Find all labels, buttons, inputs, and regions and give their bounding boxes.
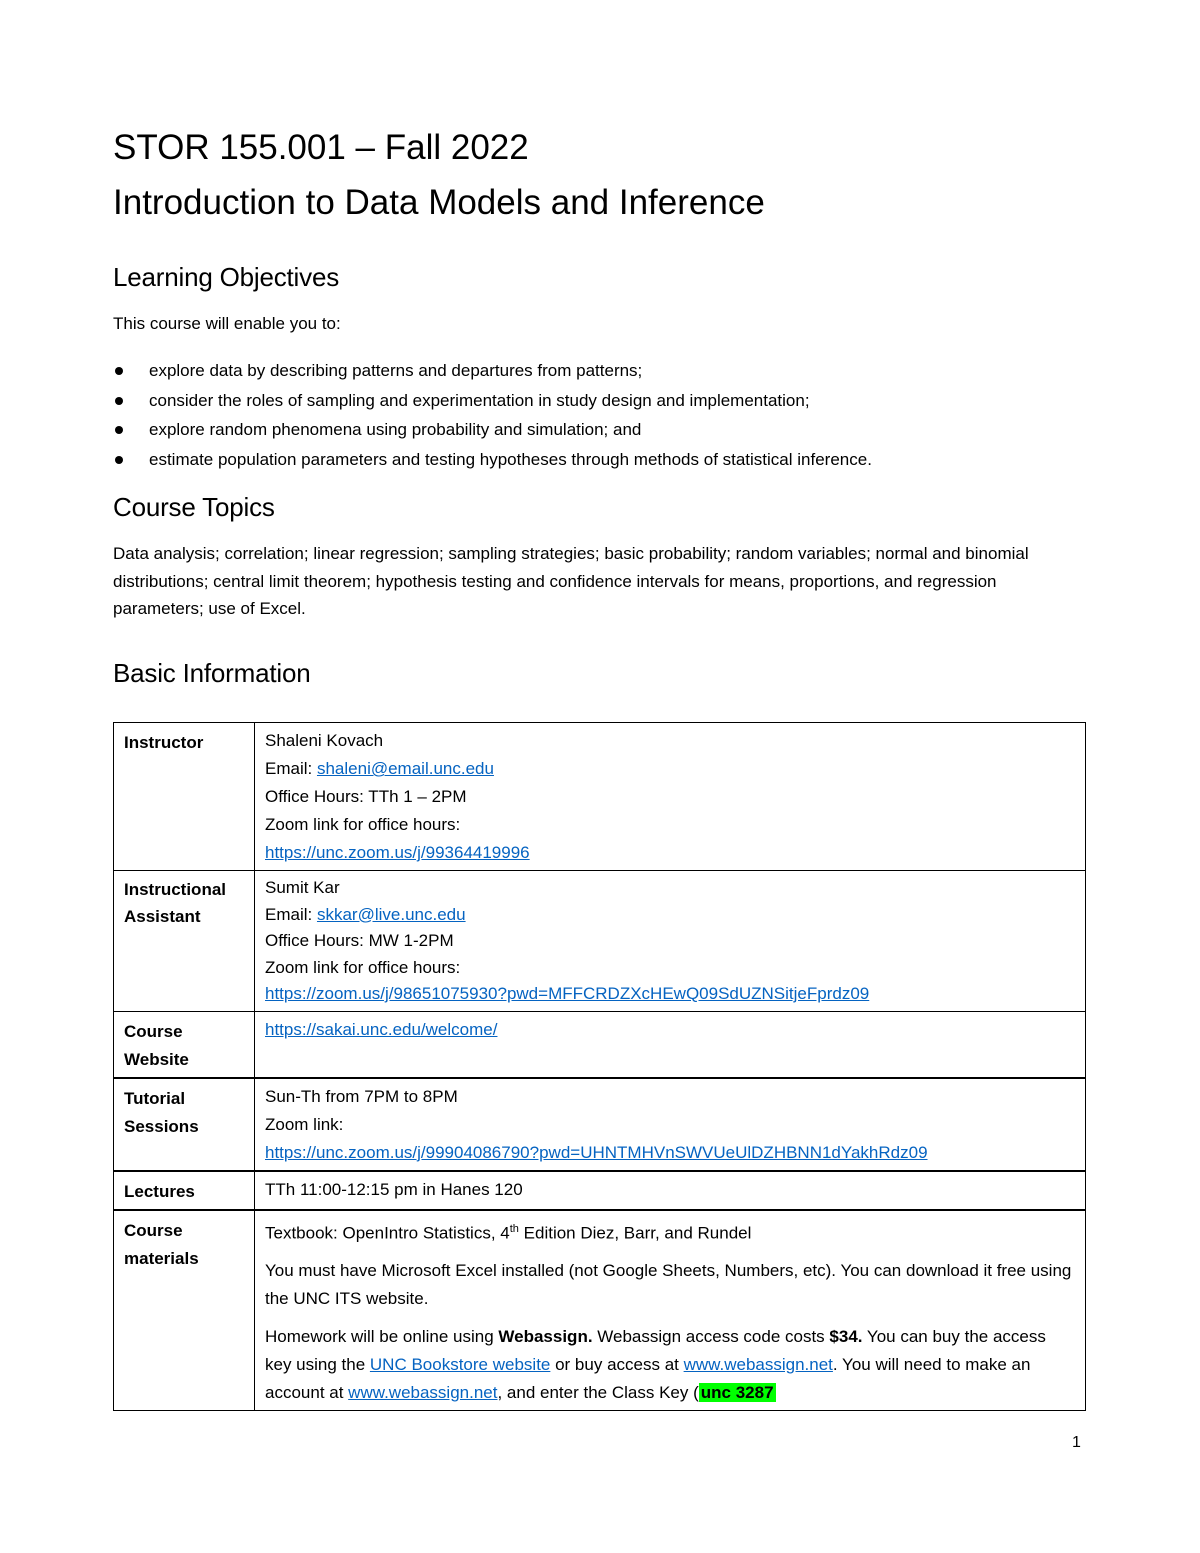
instructor-zoom-link[interactable]: https://unc.zoom.us/j/99364419996 xyxy=(265,843,530,862)
tutorial-details xyxy=(255,1078,1086,1171)
table-row-website xyxy=(114,1011,1086,1078)
lectures-label: Lectures xyxy=(114,1171,255,1210)
assistant-zoom-label: Zoom link for office hours: xyxy=(265,957,461,977)
course-website-link[interactable]: https://sakai.unc.edu/welcome/ xyxy=(265,1019,498,1039)
assistant-label: Instructional Assistant xyxy=(114,871,255,1012)
bullet-icon xyxy=(115,397,123,405)
course-code: STOR 155.001 – Fall 2022 xyxy=(113,128,529,167)
objectives-list xyxy=(113,356,1093,474)
bookstore-link[interactable]: UNC Bookstore website xyxy=(369,1355,551,1375)
assistant-name: Sumit Kar xyxy=(265,878,340,897)
assistant-office-hours: Office Hours: MW 1-2PM xyxy=(265,931,454,950)
website-label: Course Website xyxy=(114,1011,255,1078)
tutorial-schedule: Sun-Th from 7PM to 8PM xyxy=(265,1086,458,1106)
list-item: consider the roles of sampling and experimentation in study design and implementation; xyxy=(113,386,1093,416)
list-item: explore data by describing patterns and departures from patterns; xyxy=(113,356,1093,386)
assistant-zoom-link[interactable]: https://zoom.us/j/98651075930?pwd=MFFCRDZXcHEwQ09SdUZNSitjeFprdz09 xyxy=(265,984,870,1003)
tutorial-zoom-label: Zoom link: xyxy=(265,1114,344,1134)
list-item: explore random phenomena using probability and simulation; and xyxy=(113,415,1093,445)
class-key-highlight: unc 3287 xyxy=(700,1383,774,1403)
page-number: 1 xyxy=(1072,1434,1081,1451)
basic-information-table xyxy=(113,722,1086,1411)
instructor-office-hours: Office Hours: TTh 1 – 2PM xyxy=(265,787,467,806)
webassign-link[interactable]: www.webassign.net xyxy=(683,1355,833,1375)
instructor-details: Shaleni Kovach Email: shaleni@email.unc.edu Office Hours: TTh 1 – 2PM Zoom link for office hours: https://unc.zoom.us/j/99364419996 xyxy=(255,723,1086,871)
table-row-lectures xyxy=(114,1171,1086,1210)
bullet-icon xyxy=(115,367,123,375)
assistant-email-link[interactable]: skkar@live.unc.edu xyxy=(316,904,466,924)
webassign-account-link[interactable]: www.webassign.net xyxy=(348,1383,498,1403)
instructor-name: Shaleni Kovach xyxy=(265,731,384,750)
assistant-details: Sumit Kar Email: skkar@live.unc.edu Office Hours: MW 1-2PM Zoom link for office hours: https://zoom.us/j/98651075930?pwd=MFFCRDZXcHEwQ09SdUZNSitjeFprdz09 xyxy=(255,871,1086,1012)
table-row-materials xyxy=(114,1210,1086,1411)
bullet-icon xyxy=(115,456,123,464)
list-item: estimate population parameters and testing hypotheses through methods of statistical inference. xyxy=(113,445,1093,475)
excel-requirement: You must have Microsoft Excel installed (not Google Sheets, Numbers, etc). You can download it free using the UNC ITS website. xyxy=(265,1261,1072,1309)
instructor-zoom-label: Zoom link for office hours: xyxy=(265,815,461,834)
homework-info: Homework will be online using Webassign. Webassign access code costs $34. You can buy the access key using the UNC Bookstore website or buy access at www.webassign.net. You will need to make an account at www.webassign.net, and enter the Class Key ( unc 3287 xyxy=(265,1327,1046,1403)
basic-information-heading: Basic Information xyxy=(113,658,311,688)
bullet-icon xyxy=(115,426,123,434)
instructor-email-link[interactable]: shaleni@email.unc.edu xyxy=(316,759,494,778)
tutorial-label: Tutorial Sessions xyxy=(114,1078,255,1171)
objectives-intro: This course will enable you to: xyxy=(113,314,341,333)
course-topics-text: Data analysis; correlation; linear regression; sampling strategies; basic probability; random variables; normal and binomial distributions; central limit theorem; hypothesis testing and confidence intervals for means, proportions, and regression parameters; use of Excel. xyxy=(113,544,1029,618)
materials-label: Course materials xyxy=(114,1210,255,1411)
instructor-label: Instructor xyxy=(114,723,255,871)
course-topics-heading: Course Topics xyxy=(113,492,275,522)
textbook-info: Textbook: OpenIntro Statistics, 4th Edition Diez, Barr, and Rundel xyxy=(265,1222,752,1243)
tutorial-zoom-link[interactable]: https://unc.zoom.us/j/99904086790?pwd=UHNTMHVnSWVUeUlDZHBNN1dYakhRdz09 xyxy=(265,1142,928,1162)
materials-details xyxy=(255,1210,1086,1411)
course-title: Introduction to Data Models and Inference xyxy=(113,183,765,222)
table-row-tutorial xyxy=(114,1078,1086,1171)
table-row-assistant xyxy=(114,871,1086,1012)
learning-objectives-heading: Learning Objectives xyxy=(113,262,339,292)
table-row-instructor xyxy=(114,723,1086,871)
website-details xyxy=(255,1011,1086,1078)
document-title xyxy=(113,120,1093,230)
lectures-details: TTh 11:00-12:15 pm in Hanes 120 xyxy=(255,1171,1086,1210)
